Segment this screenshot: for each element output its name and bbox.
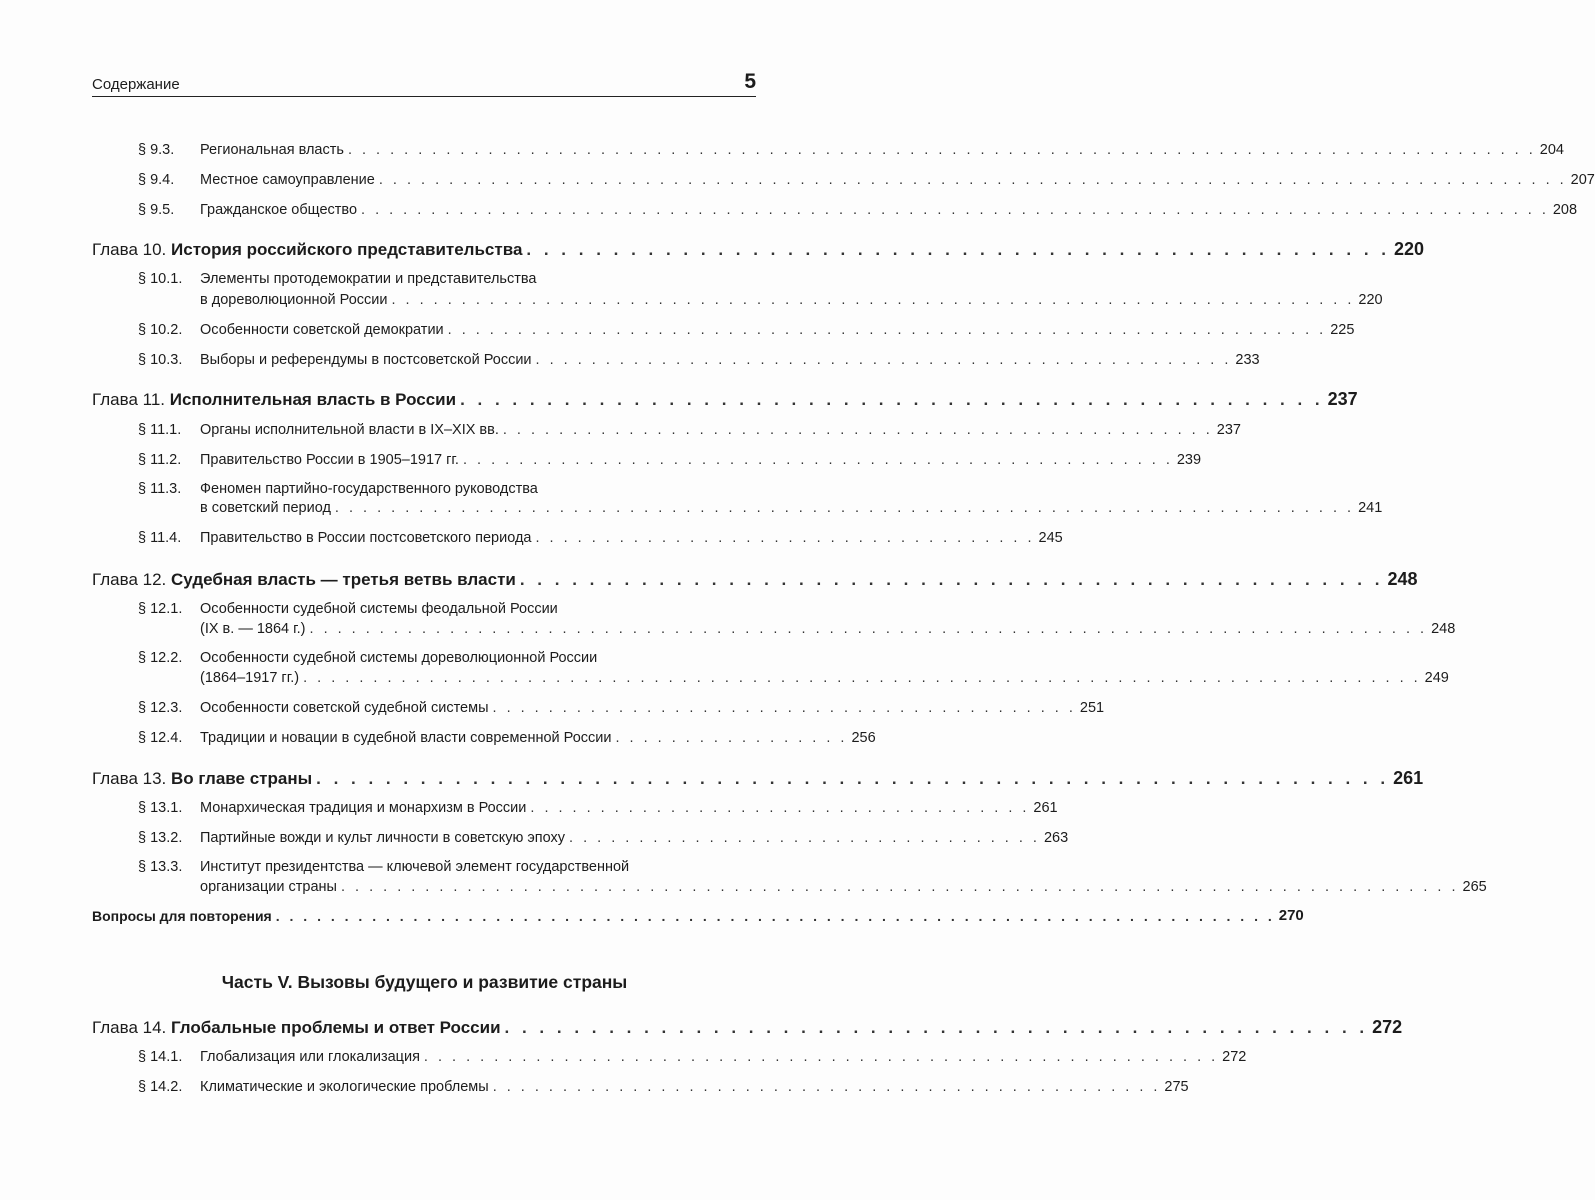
section-title: Климатические и экологические проблемы <box>200 1079 489 1095</box>
section-code: § 11.3. <box>138 481 182 497</box>
section-code: § 9.5. <box>138 202 175 218</box>
section-page: 245 <box>1038 530 1063 546</box>
chapter-title: Исполнительная власть в России <box>169 390 457 409</box>
section-title: Органы исполнительной власти в IX–XIX вв. <box>200 422 499 438</box>
section-page: 265 <box>1462 879 1487 895</box>
leader-dots: . . . . . . . . . . . . . . . . . . . . . . . . . . . . . . . . . . . . . . . . . . . . . . . . . . . . . . . . . . . . . . <box>316 769 1390 788</box>
leader-dots: . . . . . . . . . . . . . . . . . . . . . . . . . . . . . . . . . . . . . . . . . . . . . . . . . . . . . . . . . . . . . . . . . . . . . . . . . . . . . . . . . . . . . <box>361 202 1549 218</box>
section-page: 251 <box>1079 700 1105 716</box>
section-title-line1: Элементы протодемократии и представительства <box>200 271 537 287</box>
section-title: Особенности советской демократии <box>200 322 444 338</box>
leader-dots: . . . . . . . . . . . . . . . . . . . . . . . . . . . . . . . . . . . . . . . . . . . . . . . . . . . . . . . . . . . . . . . . . . . . . <box>391 292 1355 308</box>
toc-entry-continuation[interactable] <box>200 615 1456 637</box>
chapter-entry[interactable] <box>92 1012 1403 1038</box>
chapter-title: Глобальные проблемы и ответ России <box>171 1018 501 1037</box>
section-page: 256 <box>851 730 876 746</box>
leader-dots: . . . . . . . . . . . . . . . . . . . . . . . . . . . . . . . . . . . . <box>535 530 1035 546</box>
section-title: Региональная власть <box>200 142 344 158</box>
chapter-title: История российского представительства <box>171 240 523 259</box>
section-title-line1: Особенности судебной системы феодальной России <box>200 601 558 617</box>
leader-dots: . . . . . . . . . . . . . . . . . . . . . . . . . . . . . . . . . . . . . . . . . . . . . . . . . . <box>504 1018 1369 1037</box>
section-title: Гражданское общество <box>200 202 358 218</box>
section-code: § 9.3. <box>138 142 175 158</box>
section-page: 275 <box>1164 1079 1189 1095</box>
section-title: Правительство России в 1905–1917 гг. <box>200 452 459 468</box>
toc-entry[interactable] <box>138 595 756 617</box>
chapter-prefix: Глава 10. <box>92 240 167 259</box>
toc-entry[interactable] <box>138 853 756 875</box>
leader-dots: . . . . . . . . . . . . . . . . . <box>615 730 848 746</box>
toc-entry[interactable] <box>138 446 1202 468</box>
section-title: Особенности советской судебной системы <box>200 700 489 716</box>
toc-entry[interactable] <box>138 416 1241 438</box>
toc-entry-continuation[interactable] <box>200 664 1449 686</box>
part-heading: Часть V. Вызовы будущего и развитие страны <box>221 972 628 992</box>
section-code: § 12.4. <box>138 730 183 746</box>
section-code: § 13.1. <box>138 800 183 816</box>
chapter-title: Во главе страны <box>171 769 313 788</box>
leader-dots: . . . . . . . . . . . . . . . . . . . . . . . . . . . . . . . . . . . . . . . . . . . . . . . . . . . . . . . . . <box>423 1049 1219 1065</box>
section-code: § 10.2. <box>138 322 183 338</box>
section-title: Традиции и новации в судебной власти современной России <box>200 730 612 746</box>
leader-dots: . . . . . . . . . . . . . . . . . . . . . . . . . . . . . . . . . . . . . . . . . . . . . . . . . . <box>526 240 1390 259</box>
section-title-line1: Феномен партийно-государственного руководства <box>200 481 538 497</box>
section-title: Выборы и референдумы в постсоветской России <box>200 352 532 368</box>
review-entry[interactable] <box>92 902 1304 924</box>
section-code: § 11.1. <box>138 422 182 438</box>
section-title-line2: организации страны <box>200 879 337 895</box>
chapter-entry[interactable] <box>92 234 1425 260</box>
leader-dots: . . . . . . . . . . . . . . . . . . . . . . . . . . . . . . . . . . . . . . . . . . . . . . . . . . . . . . . . . . . . . . . . . . . . . . . . . . . . . . . . <box>303 670 1421 686</box>
section-title-line1: Институт президентства — ключевой элемент государственной <box>200 859 630 875</box>
section-page: 225 <box>1330 322 1355 338</box>
leader-dots: . . . . . . . . . . . . . . . . . . . . . . . . . . . . . . . . . . . . . . . . . . . . . . . . . . <box>460 390 1324 409</box>
section-title-line2: в дореволюционной России <box>200 292 388 308</box>
section-title-line2: в советский период <box>200 500 331 516</box>
leader-dots: . . . . . . . . . . . . . . . . . . . . . . . . . . . . . . . . . . . . . . . . . . . . . . . . <box>492 1079 1161 1095</box>
section-code: § 14.1. <box>138 1049 183 1065</box>
section-code: § 13.3. <box>138 859 183 875</box>
chapter-prefix: Глава 13. <box>92 769 167 788</box>
leader-dots: . . . . . . . . . . . . . . . . . . . . . . . . . . . . . . . . . . . . . . . . . . . . . . . . . . . . . . . . . . . . . . . . . . . . . . . . . <box>334 500 1355 516</box>
section-code: § 12.2. <box>138 650 183 666</box>
section-title: Правительство в России постсоветского периода <box>200 530 532 546</box>
leader-dots: . . . . . . . . . . . . . . . . . . . . . . . . . . . . . . . . . . . . . . . . . . . . . . . . . . . . . . . . . . . . . . . . . . . . . . . . . <box>275 908 1275 924</box>
leader-dots: . . . . . . . . . . . . . . . . . . . . . . . . . . . . . . . . . . . . . . . . . . . . . . . . . . . <box>462 452 1173 468</box>
toc-entry[interactable] <box>138 316 1355 338</box>
chapter-page: 237 <box>1327 389 1358 409</box>
review-page: 270 <box>1278 907 1304 924</box>
section-page: 241 <box>1358 500 1383 516</box>
chapter-prefix: Глава 14. <box>92 1018 167 1037</box>
leader-dots: . . . . . . . . . . . . . . . . . . . . . . . . . . . . . . . . . . . . . . . . . . . . . . . . . . . . . . . . . . . . . . . . . . . . . . . . . . . . . . . . . . . . . <box>378 172 1567 188</box>
section-page: 207 <box>1570 172 1595 188</box>
section-code: § 11.4. <box>138 530 182 546</box>
toc-entry[interactable] <box>138 644 756 666</box>
review-title: Вопросы для повторения <box>92 908 272 924</box>
toc-entry[interactable] <box>138 196 1578 218</box>
section-page: 233 <box>1235 352 1260 368</box>
section-title-line2: (IX в. — 1864 г.) <box>200 621 306 637</box>
toc-entry[interactable] <box>138 346 1260 368</box>
toc-entry[interactable] <box>138 794 1058 816</box>
leader-dots: . . . . . . . . . . . . . . . . . . . . . . . . . . . . . . . . . . . . . . . . . . . . . . . . . . . . . . . . . . . . . . . . . . . . . . . . . . . . . . . . . . . . . <box>347 142 1536 158</box>
section-code: § 10.3. <box>138 352 183 368</box>
section-title: Партийные вожди и культ личности в советскую эпоху <box>200 830 566 846</box>
page-number: 5 <box>744 70 756 93</box>
section-code: § 12.3. <box>138 700 183 716</box>
section-page: 208 <box>1552 202 1578 218</box>
leader-dots: . . . . . . . . . . . . . . . . . . . . . . . . . . . . . . . . . . . . . . . . . . . . . . . . . . <box>519 570 1384 589</box>
toc-entry-continuation[interactable] <box>200 286 1383 308</box>
leader-dots: . . . . . . . . . . . . . . . . . . . . . . . . . . . . . . . . . . . . <box>530 800 1030 816</box>
leader-dots: . . . . . . . . . . . . . . . . . . . . . . . . . . . . . . . . . . . . . . . . . . . . . . . . . . . . . . . . . . . . . . . . . . . . . . . . . . . . . . . . <box>340 879 1459 895</box>
toc-entry[interactable] <box>138 265 756 287</box>
toc-entry[interactable] <box>138 824 1069 846</box>
section-code: § 14.2. <box>138 1079 183 1095</box>
section-code: § 9.4. <box>138 172 175 188</box>
section-code: § 13.2. <box>138 830 183 846</box>
section-title-line1: Особенности судебной системы дореволюционной России <box>200 650 598 666</box>
section-code: § 12.1. <box>138 601 183 617</box>
running-header <box>92 70 756 97</box>
toc-entry[interactable] <box>138 136 1564 158</box>
toc-entry[interactable] <box>138 724 876 746</box>
section-page: 237 <box>1216 422 1241 438</box>
toc-entry[interactable] <box>138 524 1063 546</box>
chapter-page: 248 <box>1387 569 1418 589</box>
leader-dots: . . . . . . . . . . . . . . . . . . . . . . . . . . . . . . . . . . . . . . . . . . . . . . . . . . . . . . . . . . . . . . . <box>447 322 1327 338</box>
chapter-page: 261 <box>1393 768 1424 788</box>
chapter-entry[interactable] <box>92 384 1358 410</box>
chapter-prefix: Глава 11. <box>92 390 166 409</box>
section-page: 263 <box>1043 830 1069 846</box>
section-page: 239 <box>1176 452 1202 468</box>
toc-entry[interactable] <box>138 694 1105 716</box>
section-page: 249 <box>1424 670 1449 686</box>
section-page: 248 <box>1431 621 1456 637</box>
header-title: Содержание <box>92 76 180 93</box>
leader-dots: . . . . . . . . . . . . . . . . . . . . . . . . . . . . . . . . . . <box>569 830 1040 846</box>
section-title: Глобализация или глокализация <box>200 1049 420 1065</box>
section-page: 204 <box>1539 142 1564 158</box>
section-title-line2: (1864–1917 гг.) <box>200 670 300 686</box>
leader-dots: . . . . . . . . . . . . . . . . . . . . . . . . . . . . . . . . . . . . . . . . . . <box>492 700 1076 716</box>
chapter-title: Судебная власть — третья ветвь власти <box>171 570 516 589</box>
toc-entry[interactable] <box>138 166 1595 188</box>
chapter-prefix: Глава 12. <box>92 570 167 589</box>
chapter-page: 220 <box>1394 239 1425 259</box>
section-code: § 11.2. <box>138 452 182 468</box>
chapter-entry[interactable] <box>92 763 1424 789</box>
toc-entry-continuation[interactable] <box>200 873 1487 895</box>
leader-dots: . . . . . . . . . . . . . . . . . . . . . . . . . . . . . . . . . . . . . . . . . . . . . . . . . . . <box>502 422 1213 438</box>
section-page: 272 <box>1222 1049 1247 1065</box>
section-title: Монархическая традиция и монархизм в России <box>200 800 527 816</box>
toc-entry[interactable] <box>138 1073 1189 1095</box>
leader-dots: . . . . . . . . . . . . . . . . . . . . . . . . . . . . . . . . . . . . . . . . . . . . . . . . . . <box>535 352 1232 368</box>
toc-entry-continuation[interactable] <box>200 494 1383 516</box>
section-code: § 10.1. <box>138 271 183 287</box>
chapter-page: 272 <box>1372 1017 1403 1037</box>
section-page: 261 <box>1033 800 1058 816</box>
section-page: 220 <box>1358 292 1383 308</box>
toc-entry[interactable] <box>138 1043 1247 1065</box>
leader-dots: . . . . . . . . . . . . . . . . . . . . . . . . . . . . . . . . . . . . . . . . . . . . . . . . . . . . . . . . . . . . . . . . . . . . . . . . . . . . . . . . <box>309 621 1428 637</box>
section-title: Местное самоуправление <box>200 172 375 188</box>
chapter-entry[interactable] <box>92 564 1418 590</box>
